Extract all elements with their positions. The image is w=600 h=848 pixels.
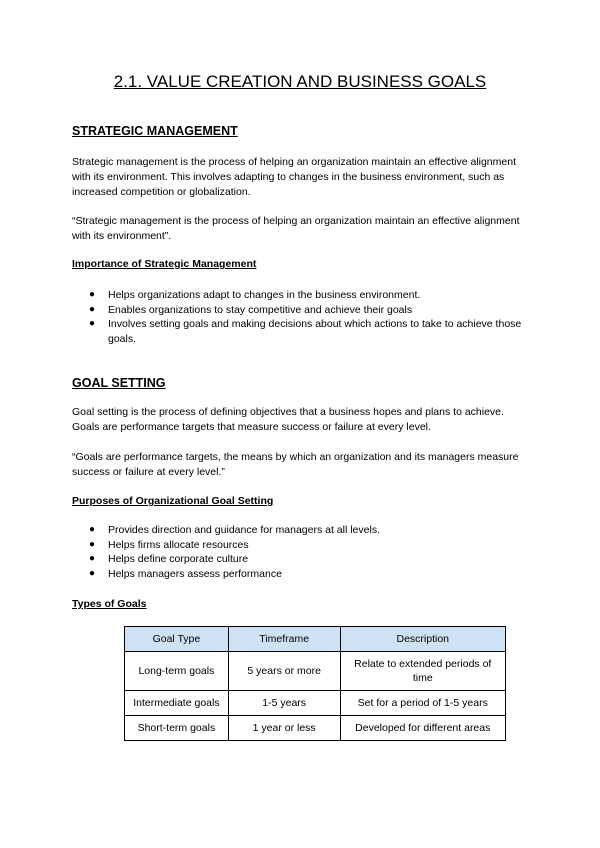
list-item-text: Helps firms allocate resources <box>108 538 249 551</box>
list-item <box>72 552 532 567</box>
strategic-management-quote: “Strategic management is the process of helping an organization maintain an effective alignment with its environment”. <box>72 215 520 242</box>
list-item-text: Involves setting goals and making decisions about which actions to take to achieve those goals. <box>108 318 522 345</box>
table-cell: 5 years or more <box>228 652 340 691</box>
table-cell: 1-5 years <box>228 691 340 716</box>
goal-setting-quote: “Goals are performance targets, the means by which an organization and its managers measure success or failure at every level.” <box>72 451 519 478</box>
list-item <box>72 538 532 553</box>
column-header-description: Description <box>340 627 505 652</box>
table-cell: Set for a period of 1-5 years <box>340 691 505 716</box>
subheading-types-of-goals: Types of Goals <box>72 598 147 610</box>
list-item-text: Helps organizations adapt to changes in the business environment. <box>108 289 421 301</box>
list-item-text: Helps define corporate culture <box>108 553 249 565</box>
importance-list <box>72 288 532 346</box>
table-cell: 1 year or less <box>228 716 340 741</box>
subheading-importance: Importance of Strategic Management <box>72 258 257 270</box>
table-header-row <box>125 627 506 652</box>
goal-setting-paragraph: Goal setting is the process of defining objectives that a business hopes and plans to achieve. Goals are performance targets that measure success or failure at every level. <box>72 406 504 433</box>
strategic-management-paragraph: Strategic management is the process of helping an organization maintain an effective alignment with its environment. This involves adapting to changes in the business environment, such as increased competition or globalization. <box>72 156 516 198</box>
list-item <box>72 288 532 303</box>
table-cell: Long-term goals <box>125 652 229 691</box>
bullet-icon: ● <box>89 538 96 550</box>
list-item-text: Enables organizations to stay competitive and achieve their goals <box>108 303 413 316</box>
purposes-list <box>72 523 532 581</box>
table-row <box>125 652 506 691</box>
bullet-icon: ● <box>89 567 96 579</box>
list-item <box>72 567 532 582</box>
table-row <box>125 691 506 716</box>
list-item <box>72 317 532 346</box>
bullet-icon: ● <box>89 289 96 300</box>
table-cell: Short-term goals <box>125 716 229 741</box>
column-header-timeframe: Timeframe <box>228 627 340 652</box>
section-heading-goal-setting: GOAL SETTING <box>72 376 166 390</box>
column-header-goal-type: Goal Type <box>125 627 229 652</box>
section-heading-strategic-management: STRATEGIC MANAGEMENT <box>72 124 238 138</box>
bullet-icon: ● <box>89 524 96 535</box>
list-item-text: Helps managers assess performance <box>108 567 282 580</box>
bullet-icon: ● <box>89 303 96 315</box>
list-item <box>72 523 532 538</box>
subheading-purposes: Purposes of Organizational Goal Setting <box>72 495 274 507</box>
list-item <box>72 303 532 318</box>
bullet-icon: ● <box>89 553 96 564</box>
table-cell: Intermediate goals <box>125 691 229 716</box>
goal-types-table <box>124 626 506 741</box>
bullet-icon: ● <box>89 318 96 329</box>
table-cell: Relate to extended periods of time <box>340 652 505 691</box>
table-cell: Developed for different areas <box>340 716 505 741</box>
list-item-text: Provides direction and guidance for managers at all levels. <box>108 524 380 536</box>
table-row <box>125 716 506 741</box>
page-title: 2.1. VALUE CREATION AND BUSINESS GOALS <box>113 72 487 91</box>
